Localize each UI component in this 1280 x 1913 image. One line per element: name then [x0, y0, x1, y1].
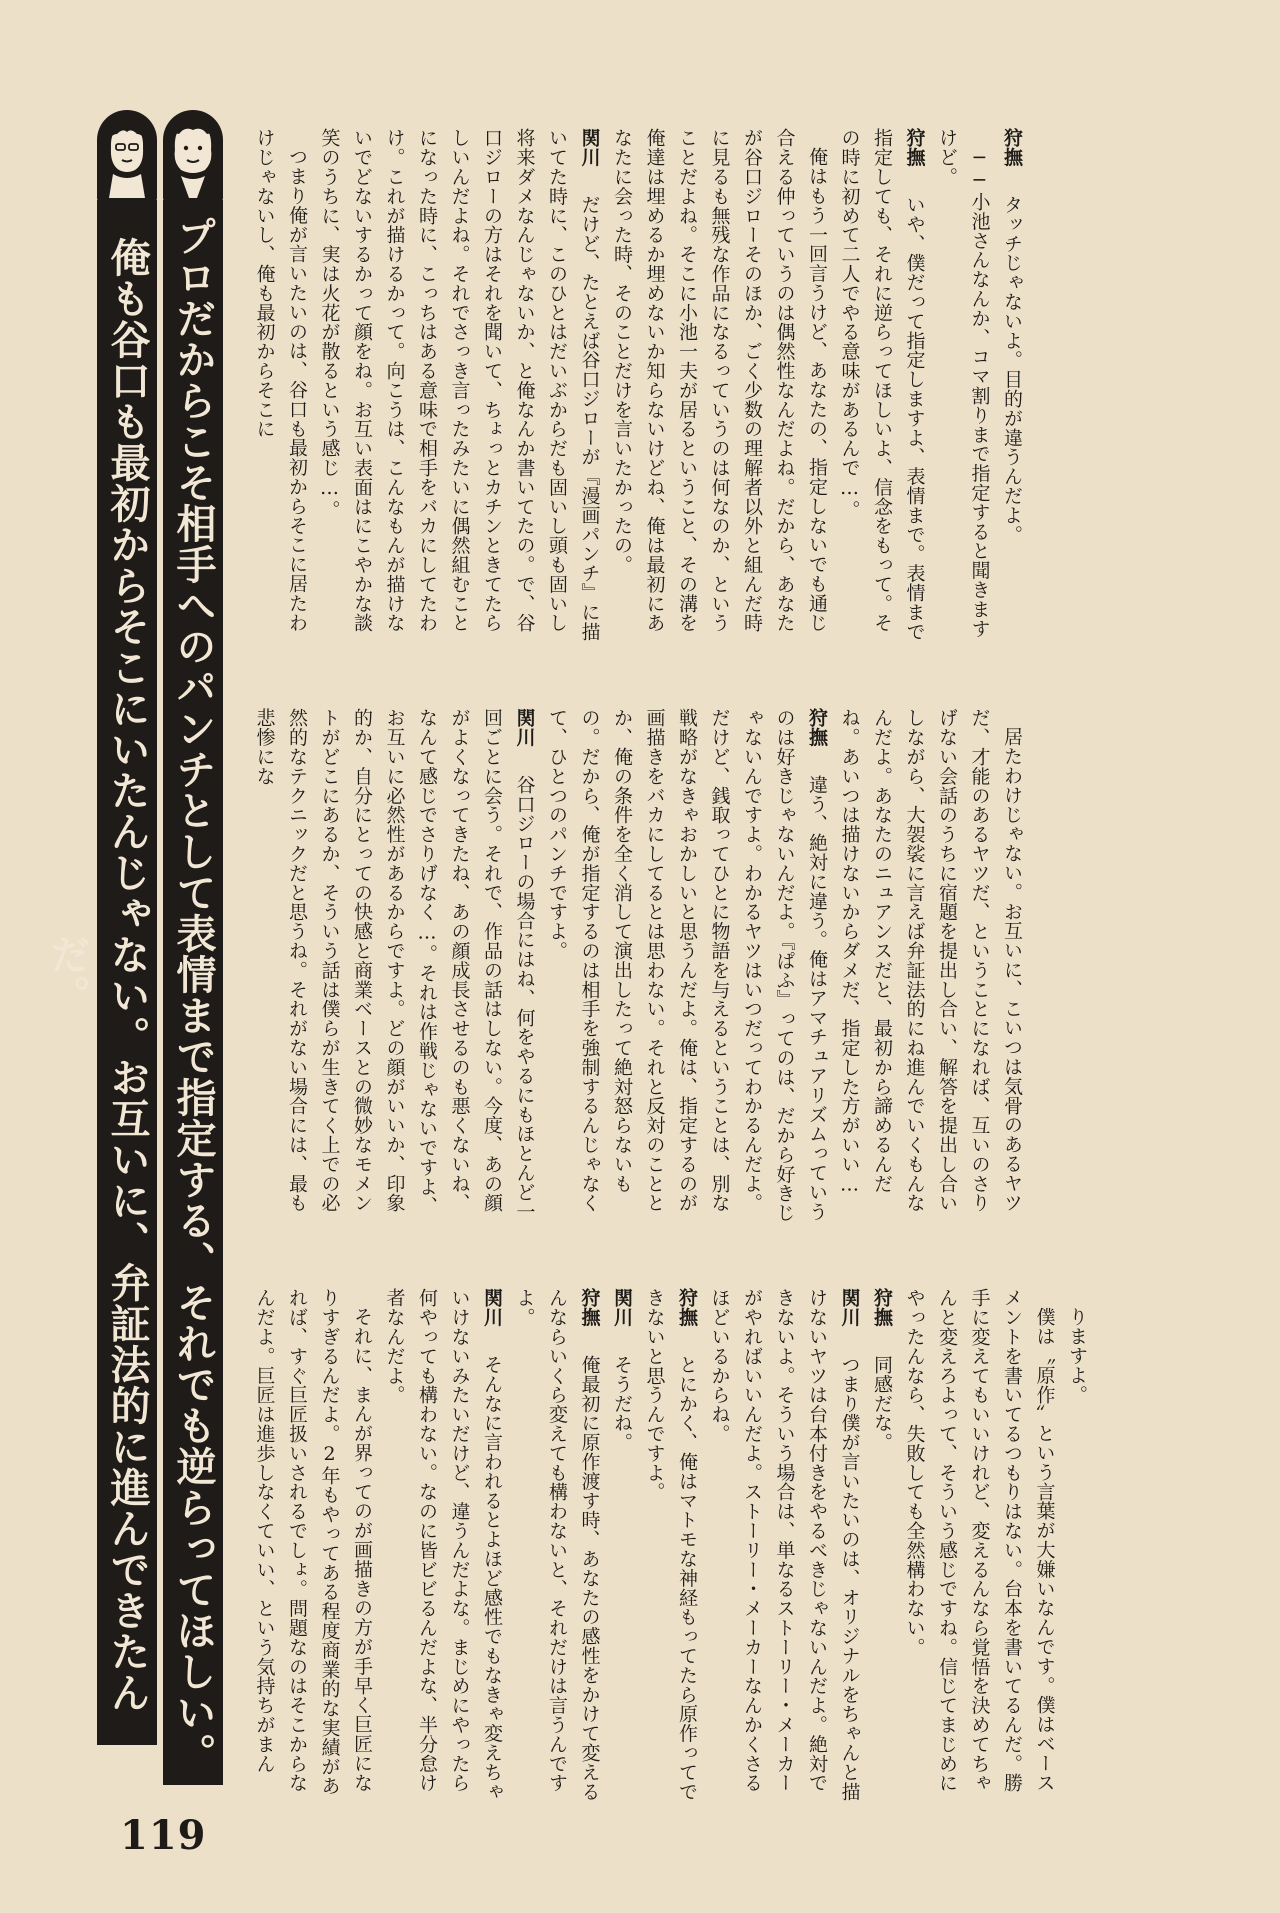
dialogue-text: つまり僕が言いたいのは、オリジナルをちゃんと描けないヤツは台本付きをやるべきじゃないんだよ。絶対できないよ。そういう場合は、単なるストーリー・メーカーがやればいいんだよ。ストーリー・メーカーなんかくさるほどいるからね。 [708, 1288, 861, 1801]
dialogue-paragraph [638, 1288, 703, 1803]
speaker-name: 狩撫 [806, 708, 828, 747]
text-tier-3 [248, 1288, 1093, 1803]
dialogue-paragraph [248, 1288, 378, 1803]
speaker-name: 関川 [578, 128, 601, 167]
speaker-name: 関川 [838, 1288, 861, 1327]
text-tier-2 [248, 708, 1028, 1223]
dialogue-paragraph [606, 1288, 639, 1803]
dialogue-paragraph [313, 128, 606, 643]
portrait-illustration-icon [163, 110, 223, 202]
dialogue-text: 僕は〝原作〟という言葉が大嫌いなんです。僕はベースメントを書いてるつもりはない。台本を書いてるんだ。勝手に変えてもいいけれど、変えるんなら覚悟を決めてちゃんと変えろよって、そういう感じですね。信じてまじめにやったんなら、失敗しても全然構わない。 [903, 1288, 1056, 1793]
speaker-name: 関川 [513, 708, 536, 747]
speaker-name: 狩撫 [871, 1288, 893, 1327]
dialogue-paragraph [248, 128, 313, 643]
dialogue-paragraph [931, 128, 996, 643]
dialogue-text: 違う、絶対に違う。俺はアマチュアリズムっていうのは好きじゃないんだよ。『ぱふ』ってのは、だから好きじゃないんですよ。わかるヤツはいつだってわかるんだよ。だけど、銭取ってひとに物語を与えるということは、別な戦略がなきゃおかしいと思うんだよ。俺は、指定するのが画描きをバカにしてるとは思わない。それと反対のこととか、俺の条件を全く消して演出したって絶対怒らないもの。だから、俺が指定するのは相手を強制するんじゃなくて、ひとつのパンチですよ。 [546, 708, 828, 1223]
speaker-name: 関川 [481, 1288, 503, 1327]
dialogue-paragraph [703, 1288, 866, 1803]
speaker-name: 狩撫 [1001, 128, 1023, 167]
dialogue-text: それに、まんが界ってのが画描きの方が手早く巨匠になりすぎるんだよ。2年もやってある程度商業的な実績があれば、すぐ巨匠扱いされるでしょ。問題なのはそこからなんだよ。巨匠は進歩しなくていい、という気持ちがまん [253, 1288, 373, 1796]
dialogue-text: だけど、たとえば谷口ジローが『漫画パンチ』に描いてた時に、このひとはだいぶからだも固いし頭も固いし将来ダメなんじゃないか、と俺なんか書いてたの。で、谷口ジローの方はそれを聞いて、ちょっとカチンときてたらしいんだよね。それでさっき言ったみたいに偶然組むことになった時に、こっちはある意味で相手をバカにしてたわけ。これが描けるかって。向こうは、こんなもんが描けないでどないするかって顔をね。お互い表面はにこやかな談笑のうちに、実は火花が散るという感じ…。 [318, 128, 601, 641]
speaker-name: 関川 [611, 1288, 633, 1327]
dialogue-text: そうだね。 [611, 1354, 633, 1452]
pull-quote-banner: 俺も谷口も最初からそこにいたんじゃない。お互いに、弁証法的に進んできたんだ。 [97, 200, 157, 1745]
text-tier-1 [248, 128, 1028, 643]
dialogue-paragraph [833, 128, 931, 643]
dialogue-text: とにかく、俺はマトモな神経もってたら原作ってできないと思うんですよ。 [643, 1288, 698, 1801]
dialogue-text: 谷口ジローの場合にはね、何をやるにもほとんど一回ごとに会う。それで、作品の話はしない。今度、あの顔がよくなってきたね、あの顔成長させるのも悪くないね、なんて感じでさりげなく…。それは作戦じゃないですよ、お互いに必然性があるからですよ。どの顔がいいか、印象的か、自分にとっての快感と商業ベースとの微妙なモメントがどこにあるか、そういう話は僕らが生きてく上での必然的なテクニックだと思うね。それがない場合には、最も悲惨にな [253, 708, 536, 1221]
dialogue-paragraph [541, 708, 834, 1223]
dialogue-text: りますよ。 [1066, 1307, 1088, 1404]
dialogue-paragraph [833, 708, 1028, 1223]
interview-body [248, 128, 1210, 1803]
dialogue-text: そんなに言われるとよほど感性でもなきゃ変えちゃいけないみたいだけど、違うんだよな。まじめにやったら何やっても構わない。なのに皆ビビるんだよな、半分怠け者なんだよ。 [383, 1288, 503, 1801]
page-number: 119 [120, 1812, 207, 1859]
pull-quote-banner: プロだからこそ相手へのパンチとして表情まで指定する、それでも逆らってほしい。 [163, 200, 223, 1785]
dialogue-paragraph [866, 1288, 899, 1803]
dialogue-paragraph [248, 708, 541, 1223]
speaker-name: 狩撫 [903, 128, 926, 167]
dialogue-paragraph [996, 128, 1029, 643]
dialogue-text: つまり俺が言いたいのは、谷口も最初からそこに居たわけじゃないし、俺も最初からそこに [253, 128, 308, 632]
dialogue-paragraph [1061, 1288, 1094, 1803]
dialogue-text: 居たわけじゃない。お互いに、こいつは気骨のあるヤツだ、才能のあるヤツだ、ということになれば、互いのさりげない会話のうちに宿題を提出し合い、解答を提出し合いしながら、大袈裟に言えば弁証法的にね進んでいくもんなんだよ。あなたのニュアンスだと、最初から諦めるんだね。あいつは描けないからダメだ、指定した方がいい… [838, 708, 1023, 1213]
portrait-illustration-icon [97, 110, 157, 202]
speaker-name: 狩撫 [676, 1288, 698, 1327]
dialogue-paragraph [508, 1288, 606, 1803]
dialogue-paragraph [898, 1288, 1061, 1803]
speaker-name: 狩撫 [578, 1288, 601, 1327]
dialogue-text: ──小池さんなんか、コマ割りまで指定すると聞きますけど。 [936, 128, 991, 638]
dialogue-text: いや、僕だって指定しますよ、表情まで。表情まで指定しても、それに逆らってほしいよ、信念をもって。その時に初めて二人でやる意味があるんで…。 [838, 128, 926, 641]
dialogue-text: 同感だな。 [871, 1354, 893, 1452]
dialogue-text: 俺はもう一回言うけど、あなたの、指定しないでも通じ合える仲っていうのは偶然性なんだよね。だから、あなたが谷口ジローそのほか、ごく少数の理解者以外と組んだ時に見るも無残な作品になるっていうのは何なのか、ということだよね。そこに小池一夫が居るということ、その溝を俺達は埋めるか埋めないか知らないけどね、俺は最初にあなたに会った時、そのことだけを言いたかったの。 [611, 128, 828, 633]
dialogue-paragraph [378, 1288, 508, 1803]
dialogue-text: タッチじゃないよ。目的が違うんだよ。 [1001, 194, 1023, 544]
dialogue-text: 俺最初に原作渡す時、あなたの感性をかけて変えるんならいくら変えても構わないと、それだけは言うんですよ。 [513, 1288, 601, 1801]
dialogue-paragraph [606, 128, 834, 643]
